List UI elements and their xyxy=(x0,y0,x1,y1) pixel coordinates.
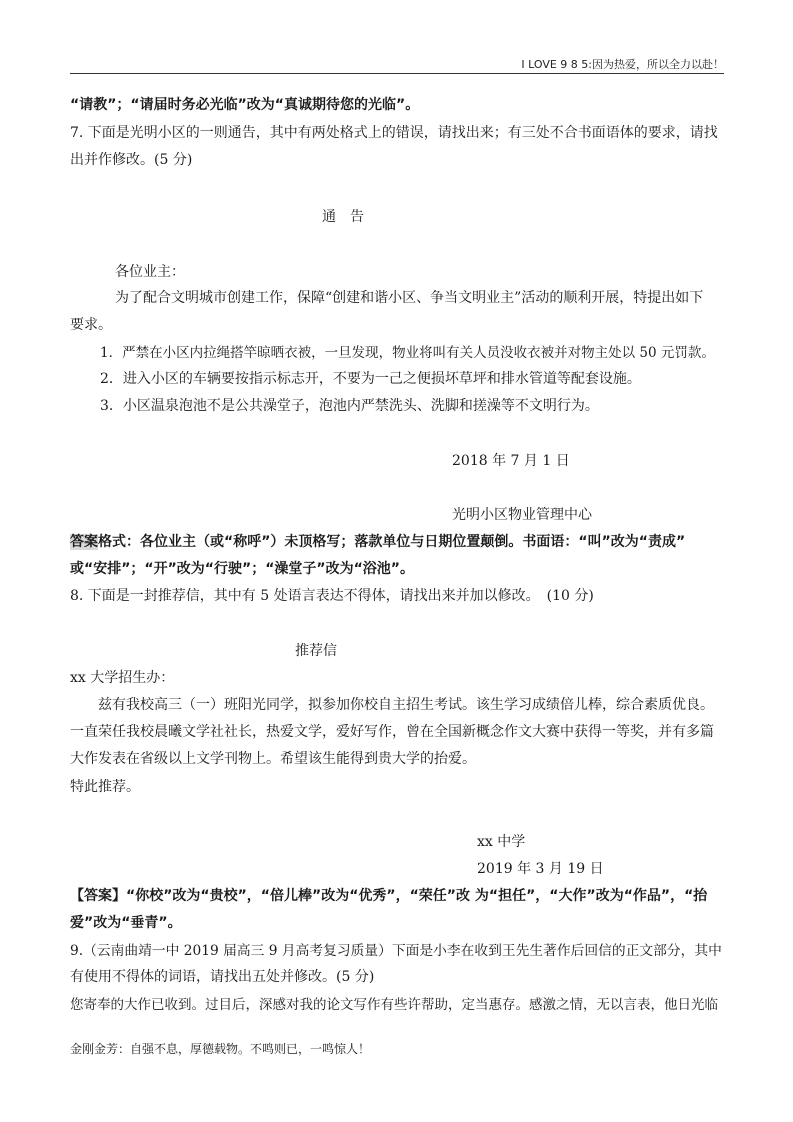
q8-answer-line2: 爱”改为“垂青”。 xyxy=(70,915,182,931)
answer-tag: 答案 xyxy=(70,534,98,550)
page-header: I LOVE 9 8 5:因为热爱，所以全力以赴！ xyxy=(521,58,724,71)
q7-prompt-line1: 7. 下面是光明小区的一则通告，其中有两处格式上的错误，请找出来；有三处不合书面语体的要求，请找 xyxy=(70,125,718,141)
previous-answer-line: “请教”；“请届时务必光临”改为“真诚期待您的光临”。 xyxy=(70,97,420,113)
notice-salutation: 各位业主： xyxy=(115,264,185,280)
notice-date: 2018 年 7 月 1 日 xyxy=(452,453,570,469)
q7-prompt-line2: 出并作修改。(5 分) xyxy=(70,152,193,168)
q7-answer-text: 格式：各位业主（或“称呼”）未顶格写；落款单位与日期位置颠倒。书面语：“叫”改为“责成” xyxy=(98,534,686,550)
header-rule xyxy=(70,73,724,74)
letter-title: 推荐信 xyxy=(295,643,337,659)
q9-prompt-line2: 有使用不得体的词语，请找出五处并修改。(5 分) xyxy=(70,969,375,985)
letter-body-line3: 大作发表在省级以上文学刊物上。希望该生能得到贵大学的抬爱。 xyxy=(70,751,476,767)
letter-salutation: xx 大学招生办： xyxy=(70,670,175,686)
notice-body-line1: 为了配合文明城市创建工作，保障“创建和谐小区、争当文明业主”活动的顺利开展，特提出如下 xyxy=(115,290,704,306)
q8-prompt-line1: 8. 下面是一封推荐信，其中有 5 处语言表达不得体，请找出来并加以修改。 (10 分) xyxy=(70,588,594,604)
notice-item-3: 3．小区温泉泡池不是公共澡堂子，泡池内严禁洗头、洗脚和搓澡等不文明行为。 xyxy=(100,398,599,414)
notice-item-1: 1．严禁在小区内拉绳搭竿晾晒衣被，一旦发现，物业将叫有关人员没收衣被并对物主处以 50 元罚款。 xyxy=(100,345,715,361)
q7-answer-line2: 或“安排”；“开”改为“行驶”；“澡堂子”改为“浴池”。 xyxy=(70,561,415,577)
letter-signature: xx 中学 xyxy=(477,834,526,850)
page-footer: 金刚金芳：自强不息，厚德载物。不鸣则已，一鸣惊人！ xyxy=(70,1042,371,1056)
q9-prompt-line1: 9.（云南曲靖一中 2019 届高三 9 月高考复习质量）下面是小李在收到王先生著作后回信的正文部分，其中 xyxy=(70,943,722,959)
notice-signature: 光明小区物业管理中心 xyxy=(452,507,592,523)
letter-body-line2: 一直荣任我校晨曦文学社社长，热爱文学，爱好写作，曾在全国新概念作文大赛中获得一等奖，并有多篇 xyxy=(70,724,714,740)
notice-item-2: 2．进入小区的车辆要按指示标志开，不要为一己之便损坏草坪和排水管道等配套设施。 xyxy=(100,371,641,387)
letter-date: 2019 年 3 月 19 日 xyxy=(477,861,604,877)
letter-body-line1: 兹有我校高三（一）班阳光同学，拟参加你校自主招生考试。该生学习成绩倍儿棒，综合素质优良。 xyxy=(98,697,714,713)
q9-passage-line: 您寄奉的大作已收到。过目后，深感对我的论文写作有些许帮助，定当惠存。感激之情，无以言表，他日光临 xyxy=(70,997,718,1013)
q8-answer-line1: 【答案】“你校”改为“贵校”，“倍儿棒”改为“优秀”，“荣任”改 为“担任”，“大作”改为“作品”，“抬 xyxy=(70,888,708,904)
letter-closing: 特此推荐。 xyxy=(70,779,140,795)
notice-body-line2: 要求。 xyxy=(70,317,112,333)
notice-title: 通 告 xyxy=(322,209,364,225)
q7-answer-line1 xyxy=(70,531,685,551)
